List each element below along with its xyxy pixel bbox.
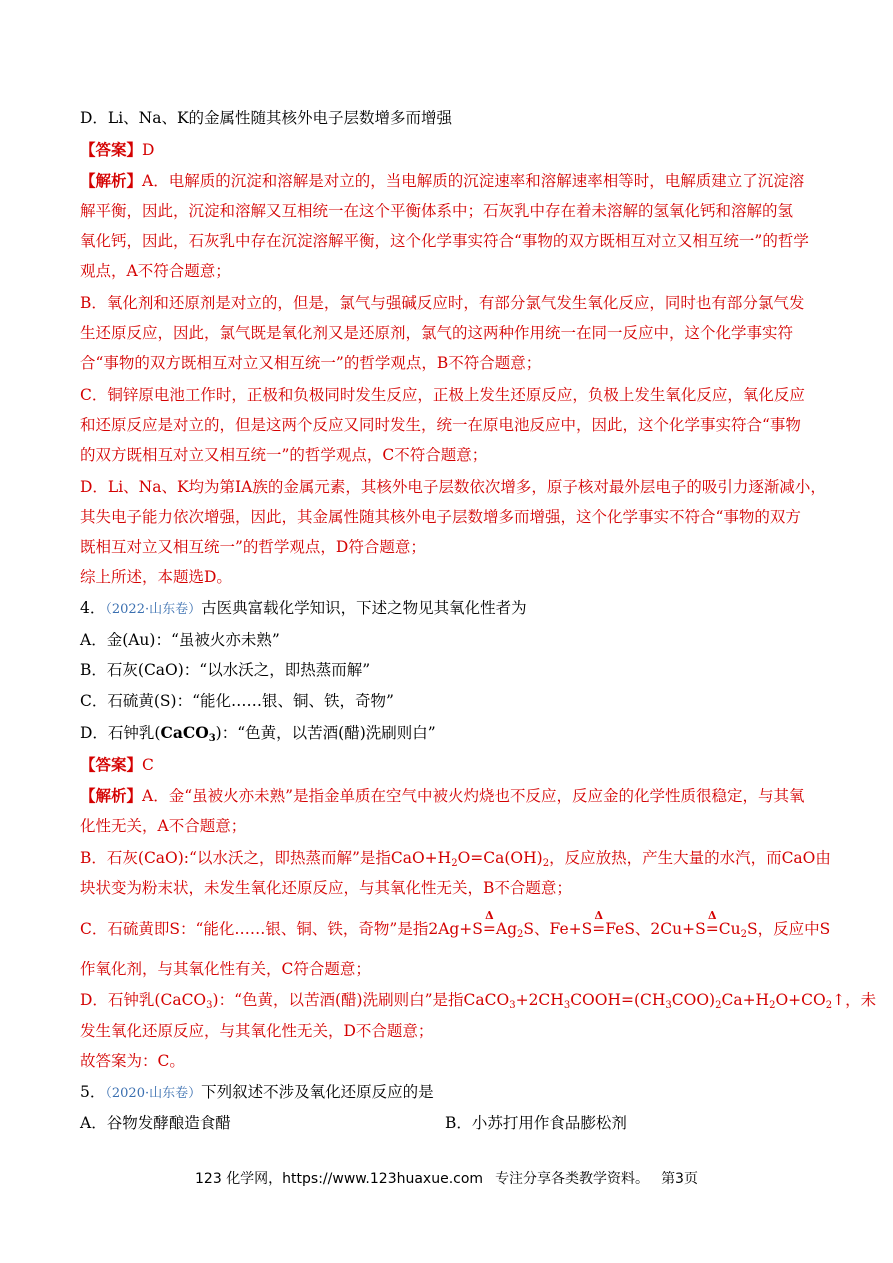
q4-analysis-line: 块状变为粉末状，未发生氧化还原反应，与其氧化性无关，B不合题意；	[80, 879, 572, 897]
q4-analysis-line: D．石钟乳(CaCO$_3$)：“色黄，以苦酒(醋)洗刷则白”是指$CaCO_3+2CH_3COOH=(CH_3COO)_2Ca+H_2O+CO_2↑$，未	[80, 991, 877, 1011]
q4-answer: 【答案】C	[80, 755, 154, 774]
q3-analysis-line: 【解析】A．电解质的沉淀和溶解是对立的，当电解质的沉淀速率和溶解速率相等时，电解质建立了沉淀溶	[80, 171, 805, 190]
heat-equals-sign: Δ =	[705, 909, 719, 938]
q3-analysis-line: 和还原反应是对立的，但是这两个反应又同时发生，统一在原电池反应中，因此，这个化学事实符合“事物	[80, 416, 801, 434]
q3-analysis-line: 合“事物的双方既相互对立又相互统一”的哲学观点，B不符合题意；	[80, 354, 542, 372]
q3-option-d: D．Li、Na、K的金属性随其核外电子层数增多而增强	[80, 109, 453, 127]
q4-analysis-line: C．石硫黄即S：“能化……银、铜、铁，奇物”是指2Ag+S Δ $=Ag_2S$、Fe+S Δ =FeS、2Cu+S Δ $=Cu_2S$，反应中S	[80, 909, 831, 940]
page-footer	[0, 1168, 893, 1188]
q4-analysis-line: 发生氧化还原反应，与其氧化性无关，D不合题意；	[80, 1022, 434, 1040]
q4-option-b: B．石灰(CaO)：“以水沃之，即热蒸而解”	[80, 661, 371, 679]
page-number: 第3页	[661, 1171, 698, 1187]
q4-analysis-line: B．石灰(CaO):“以水沃之，即热蒸而解”是指$CaO+H_2O=Ca(OH)_2$，反应放热，产生大量的水汽，而CaO由	[80, 849, 831, 869]
q5-option-a: A．谷物发酵酿造食醋	[80, 1114, 231, 1132]
formula: CaCO$_3$	[160, 723, 216, 744]
footer-slogan: 专注分享各类教学资料。	[495, 1171, 650, 1187]
heat-equals-sign: Δ =	[592, 909, 606, 938]
q5-options	[80, 1112, 627, 1134]
q3-summary: 综上所述，本题选D。	[80, 568, 232, 586]
q3-analysis-line: 氧化钙，因此，石灰乳中存在沉淀溶解平衡，这个化学事实符合“事物的双方既相互对立又相互统一”的哲学	[80, 232, 809, 250]
q3-analysis-line: D．Li、Na、K均为第IA族的金属元素，其核外电子层数依次增多，原子核对最外层电子的吸引力逐渐减小，	[80, 478, 826, 496]
heat-equals-sign: Δ =	[482, 909, 496, 938]
q3-analysis-line: 其失电子能力依次增强，因此，其金属性随其核外电子层数增多而增强，这个化学事实不符合“事物的双方	[80, 508, 801, 526]
q3-analysis-line: 既相互对立又相互统一”的哲学观点，D符合题意；	[80, 538, 426, 556]
q3-analysis-line: 生还原反应，因此，氯气既是氧化剂又是还原剂，氯气的这两种作用统一在同一反应中，这个化学事实符	[80, 324, 794, 342]
q5-option-b: B．小苏打用作食品膨松剂	[445, 1114, 627, 1132]
q4-analysis-line: 化性无关，A不合题意；	[80, 817, 247, 835]
q5-stem: 5．（2020·山东卷）下列叙述不涉及氧化还原反应的是	[80, 1083, 434, 1101]
q3-analysis-line: 解平衡，因此，沉淀和溶解又互相统一在这个平衡体系中；石灰乳中存在着未溶解的氢氧化钙和溶解的氢	[80, 202, 794, 220]
q3-analysis-line: 观点，A不符合题意；	[80, 262, 231, 280]
q4-option-d: D．石钟乳(CaCO$_3$)：“色黄，以苦酒(醋)洗刷则白”	[80, 723, 436, 744]
q3-analysis-line: C．铜锌原电池工作时，正极和负极同时发生反应，正极上发生还原反应，负极上发生氧化反应，氧化反应	[80, 386, 805, 404]
q4-summary: 故答案为：C。	[80, 1052, 185, 1070]
footer-site: 123 化学网，https://www.123huaxue.com	[195, 1171, 484, 1187]
q3-answer: 【答案】D	[80, 140, 155, 159]
q4-option-a: A．金(Au)：“虽被火亦未熟”	[80, 631, 280, 649]
q4-analysis-line: 【解析】A．金“虽被火亦未熟”是指金单质在空气中被火灼烧也不反应，反应金的化学性质很稳定，与其氧	[80, 786, 805, 805]
q3-analysis-line: B．氧化剂和还原剂是对立的，但是，氯气与强碱反应时，有部分氯气发生氧化反应，同时也有部分氯气发	[80, 294, 805, 312]
q4-option-c: C．石硫黄(S)：“能化……银、铜、铁，奇物”	[80, 692, 394, 710]
q3-analysis-line: 的双方既相互对立又相互统一”的哲学观点，C不符合题意；	[80, 446, 488, 464]
q4-analysis-line: 作氧化剂，与其氧化性有关，C符合题意；	[80, 960, 371, 978]
q4-stem: 4．（2022·山东卷）古医典富载化学知识，下述之物见其氧化性者为	[80, 599, 527, 617]
